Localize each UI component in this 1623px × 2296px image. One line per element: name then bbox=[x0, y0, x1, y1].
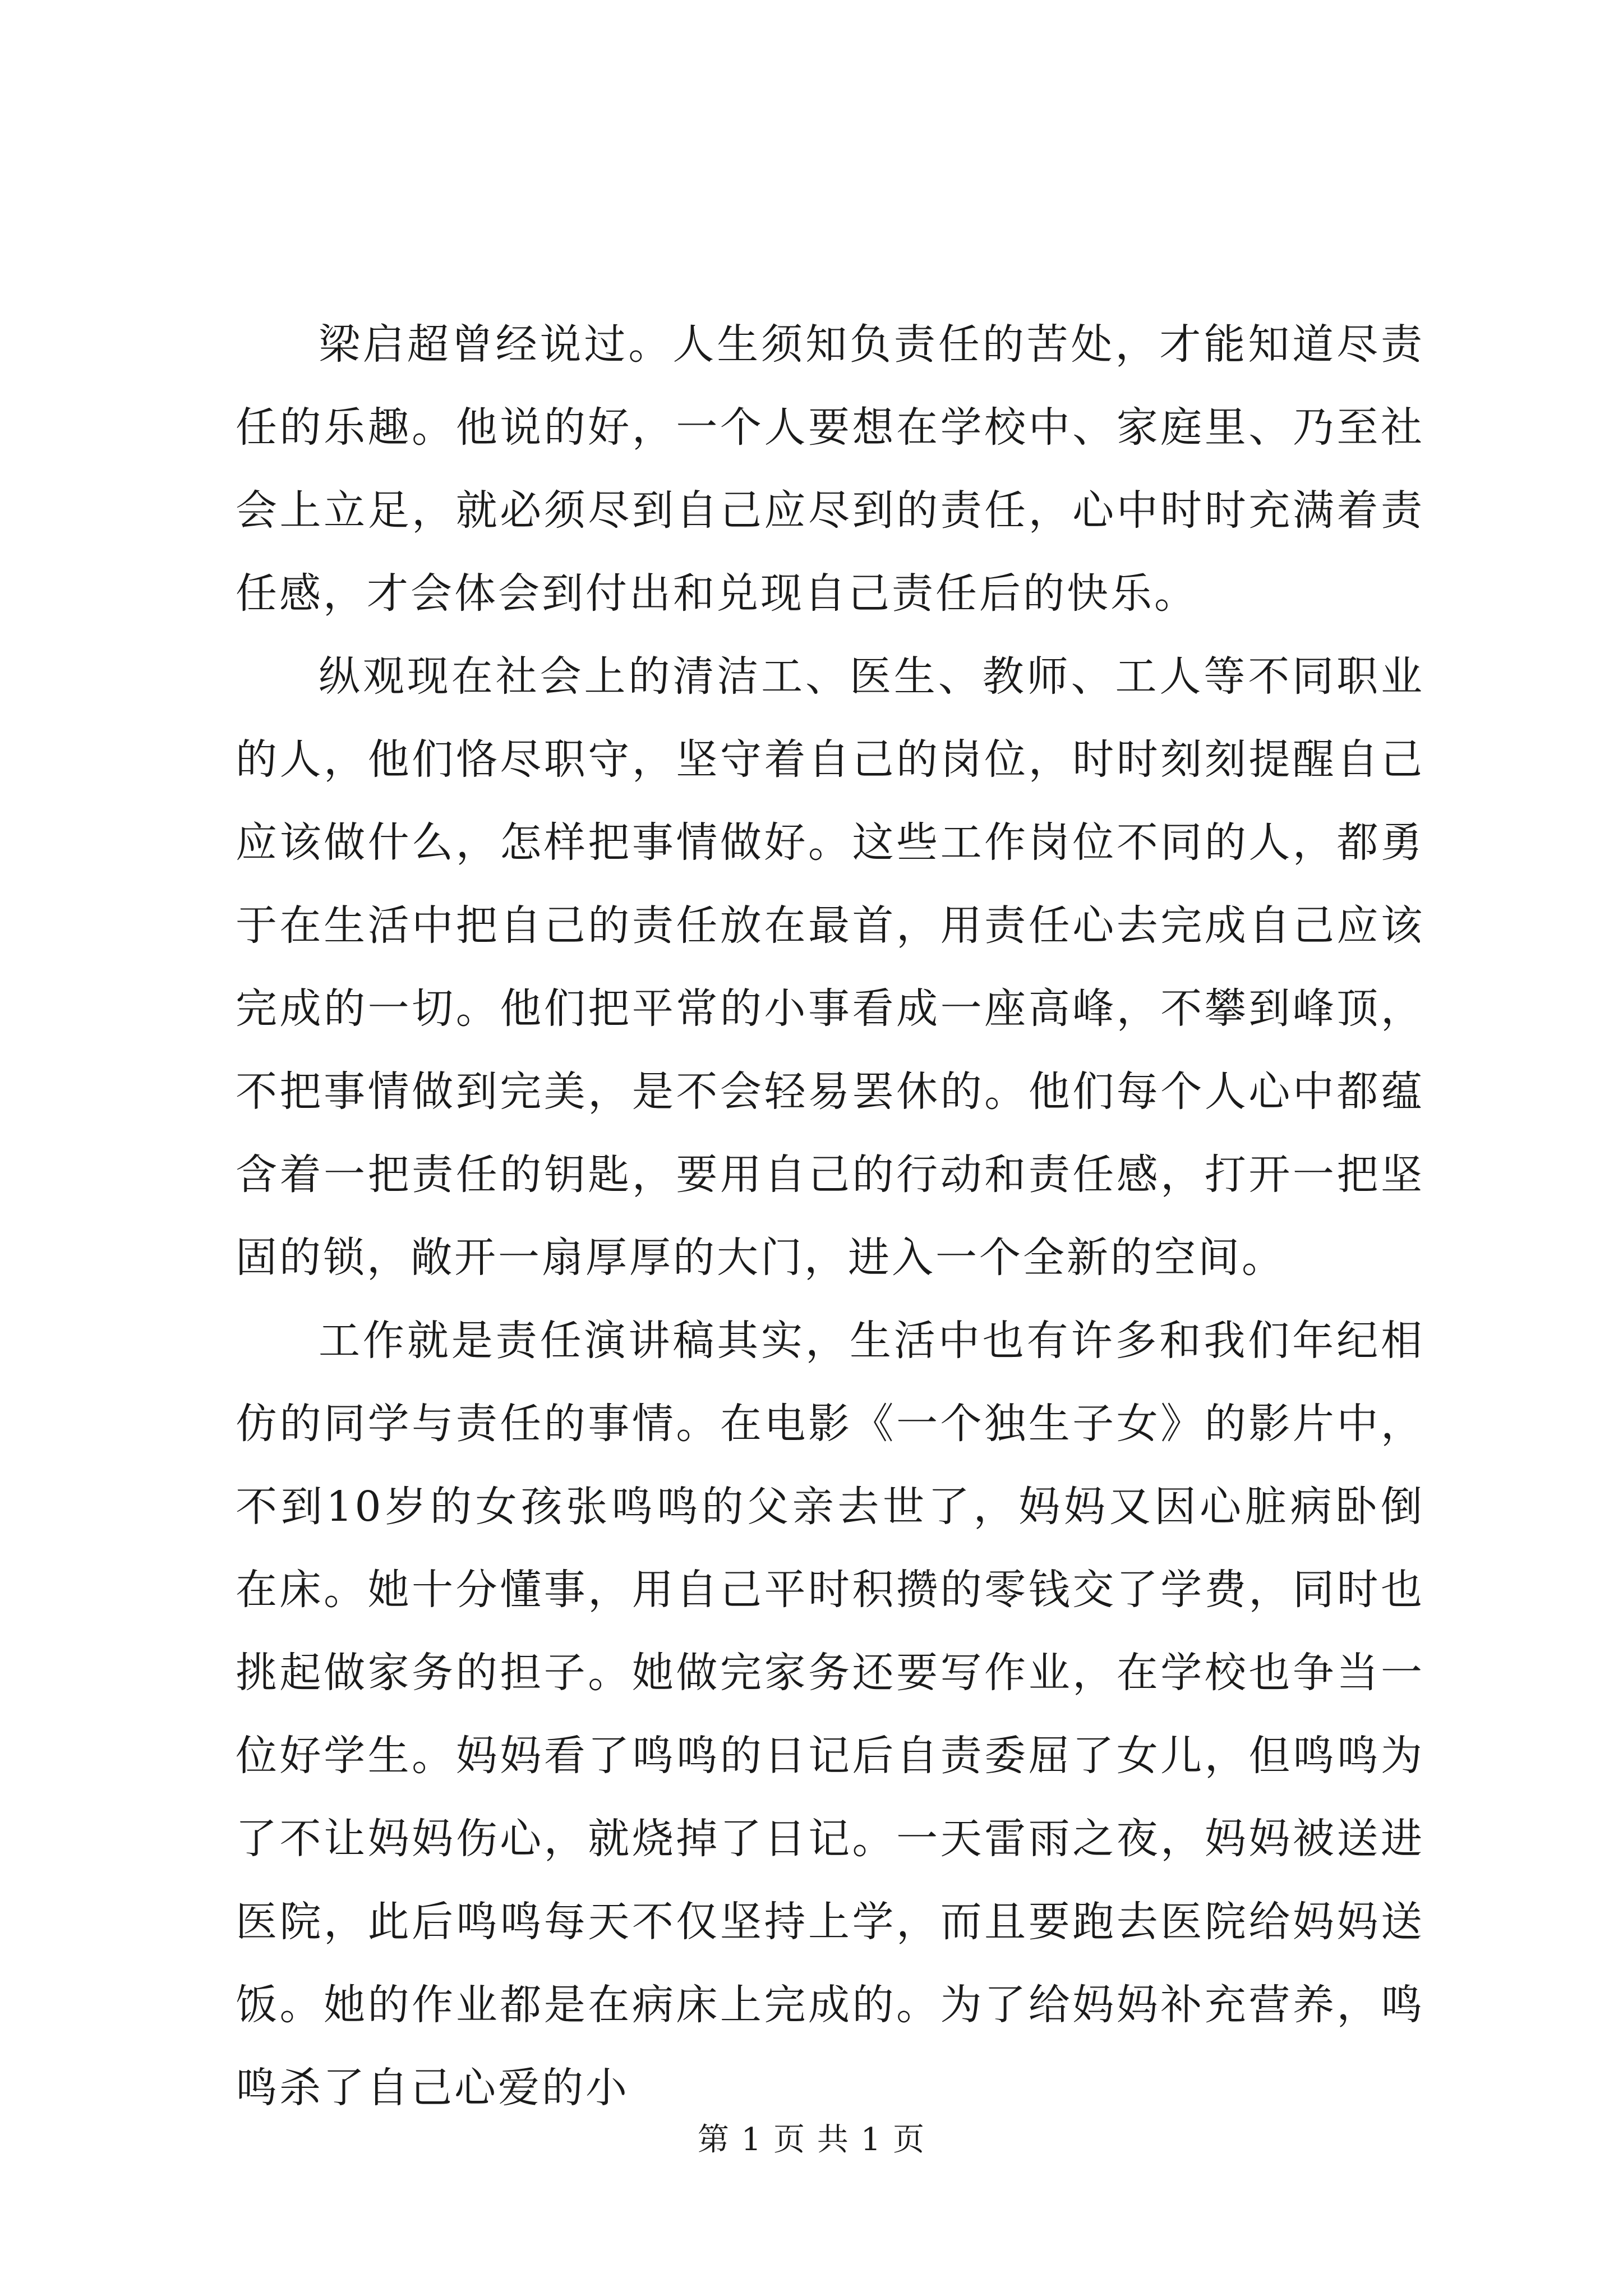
paragraph-3: 工作就是责任演讲稿其实，生活中也有许多和我们年纪相仿的同学与责任的事情。在电影《一个独生子女》的影片中，不到10岁的女孩张鸣鸣的父亲去世了，妈妈又因心脏病卧倒在床。她十分懂事，用自己平时积攒的零钱交了学费，同时也挑起做家务的担子。她做完家务还要写作业，在学校也争当一位好学生。妈妈看了鸣鸣的日记后自责委屈了女儿，但鸣鸣为了不让妈妈伤心，就烧掉了日记。一天雷雨之夜，妈妈被送进医院，此后鸣鸣每天不仅坚持上学，而且要跑去医院给妈妈送饭。她的作业都是在病床上完成的。为了给妈妈补充营养，鸣鸣杀了自己心爱的小 bbox=[236, 1317, 1424, 2112]
document-body bbox=[236, 303, 1424, 2129]
page-footer: 第 1 页 共 1 页 bbox=[697, 2122, 926, 2158]
paragraph-2: 纵观现在社会上的清洁工、医生、教师、工人等不同职业的人，他们恪尽职守，坚守着自己的岗位，时时刻刻提醒自己应该做什么，怎样把事情做好。这些工作岗位不同的人，都勇于在生活中把自己的责任放在最首，用责任心去完成自己应该完成的一切。他们把平常的小事看成一座高峰，不攀到峰顶，不把事情做到完美，是不会轻易罢休的。他们每个人心中都蕴含着一把责任的钥匙，要用自己的行动和责任感，打开一把坚固的锁，敞开一扇厚厚的大门，进入一个全新的空间。 bbox=[236, 652, 1424, 1282]
paragraph-1: 梁启超曾经说过。人生须知负责任的苦处，才能知道尽责任的乐趣。他说的好，一个人要想在学校中、家庭里、乃至社会上立足，就必须尽到自己应尽到的责任，心中时时充满着责任感，才会体会到付出和兑现自己责任后的快乐。 bbox=[236, 320, 1424, 618]
